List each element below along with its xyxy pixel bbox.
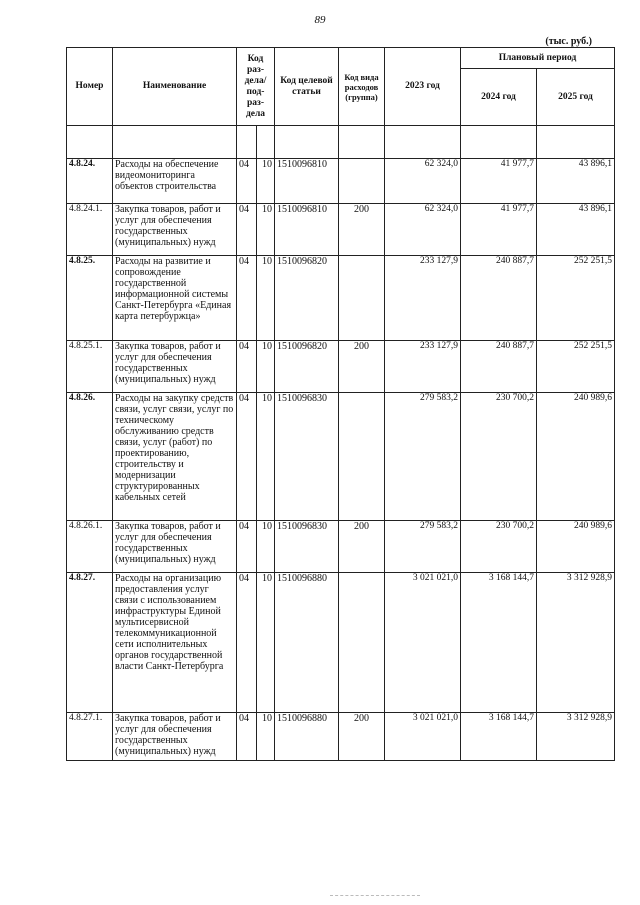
row-amount-2023: 62 324,0 — [385, 159, 461, 204]
header-spacer-row — [67, 126, 615, 159]
row-target-code: 1510096880 — [275, 573, 339, 713]
row-name: Закупка товаров, работ и услуг для обеспечения государственных (муниципальных) нужд — [113, 204, 237, 256]
row-name: Расходы на закупку средств связи, услуг связи, услуг по техническому обслуживанию средств связи, услуг (работ) по проектированию, строительству и модернизации структурированных кабельных сетей — [113, 393, 237, 521]
table-row — [67, 713, 615, 761]
row-expense-group — [339, 159, 385, 204]
row-name: Закупка товаров, работ и услуг для обеспечения государственных (муниципальных) нужд — [113, 341, 237, 393]
row-amount-2024: 240 887,7 — [461, 256, 537, 341]
budget-table — [66, 47, 615, 761]
row-target-code: 1510096810 — [275, 204, 339, 256]
row-number: 4.8.27. — [67, 573, 113, 713]
row-amount-2024: 3 168 144,7 — [461, 573, 537, 713]
row-number: 4.8.26. — [67, 393, 113, 521]
row-amount-2024: 230 700,2 — [461, 521, 537, 573]
col-header-name: Наименование — [113, 48, 237, 126]
row-amount-2023: 62 324,0 — [385, 204, 461, 256]
row-name: Расходы на обеспечение видеомониторинга объектов строительства — [113, 159, 237, 204]
table-row — [67, 256, 615, 341]
row-subsection-code: 10 — [257, 256, 275, 341]
row-subsection-code: 10 — [257, 521, 275, 573]
row-subsection-code: 10 — [257, 159, 275, 204]
row-target-code: 1510096820 — [275, 341, 339, 393]
row-amount-2024: 3 168 144,7 — [461, 713, 537, 761]
scan-artifact-line — [330, 895, 420, 896]
row-expense-group: 200 — [339, 521, 385, 573]
row-name: Расходы на организацию предоставления услуг связи с использованием инфраструктуры Единой мультисервисной телекоммуникационной сети исполнительных органов государственной власти Санкт-Петербурга — [113, 573, 237, 713]
row-section-code: 04 — [237, 341, 257, 393]
units-label: (тыс. руб.) — [545, 36, 592, 47]
row-section-code: 04 — [237, 713, 257, 761]
row-section-code: 04 — [237, 256, 257, 341]
row-number: 4.8.26.1. — [67, 521, 113, 573]
row-subsection-code: 10 — [257, 341, 275, 393]
page-number: 89 — [314, 14, 326, 26]
row-target-code: 1510096830 — [275, 521, 339, 573]
row-amount-2024: 41 977,7 — [461, 204, 537, 256]
row-target-code: 1510096810 — [275, 159, 339, 204]
row-amount-2025: 252 251,5 — [537, 341, 615, 393]
row-subsection-code: 10 — [257, 713, 275, 761]
row-amount-2024: 230 700,2 — [461, 393, 537, 521]
row-amount-2024: 41 977,7 — [461, 159, 537, 204]
row-amount-2025: 252 251,5 — [537, 256, 615, 341]
table-row — [67, 204, 615, 256]
col-header-number: Номер — [67, 48, 113, 126]
col-header-2025: 2025 год — [537, 69, 615, 126]
col-header-2024: 2024 год — [461, 69, 537, 126]
row-amount-2025: 3 312 928,9 — [537, 573, 615, 713]
row-number: 4.8.25.1. — [67, 341, 113, 393]
row-section-code: 04 — [237, 521, 257, 573]
row-name: Закупка товаров, работ и услуг для обеспечения государственных (муниципальных) нужд — [113, 521, 237, 573]
row-name: Расходы на развитие и сопровождение государственной информационной системы Санкт-Петербурга «Единая карта петербуржца» — [113, 256, 237, 341]
row-expense-group: 200 — [339, 341, 385, 393]
table-row — [67, 341, 615, 393]
row-target-code: 1510096820 — [275, 256, 339, 341]
row-name: Закупка товаров, работ и услуг для обеспечения государственных (муниципальных) нужд — [113, 713, 237, 761]
row-amount-2023: 233 127,9 — [385, 341, 461, 393]
col-header-expense-type: Код вида расходов (группа) — [339, 48, 385, 126]
row-amount-2025: 43 896,1 — [537, 159, 615, 204]
row-amount-2025: 240 989,6 — [537, 521, 615, 573]
row-subsection-code: 10 — [257, 393, 275, 521]
table-row — [67, 573, 615, 713]
row-amount-2024: 240 887,7 — [461, 341, 537, 393]
row-section-code: 04 — [237, 573, 257, 713]
col-header-section-code: Код раз-дела/ под-раз-дела — [237, 48, 275, 126]
row-amount-2023: 279 583,2 — [385, 521, 461, 573]
row-amount-2023: 3 021 021,0 — [385, 573, 461, 713]
row-subsection-code: 10 — [257, 573, 275, 713]
row-amount-2025: 43 896,1 — [537, 204, 615, 256]
table-row — [67, 393, 615, 521]
row-expense-group: 200 — [339, 204, 385, 256]
row-amount-2023: 279 583,2 — [385, 393, 461, 521]
table-row — [67, 521, 615, 573]
row-amount-2023: 3 021 021,0 — [385, 713, 461, 761]
row-section-code: 04 — [237, 393, 257, 521]
row-number: 4.8.25. — [67, 256, 113, 341]
row-number: 4.8.24. — [67, 159, 113, 204]
row-subsection-code: 10 — [257, 204, 275, 256]
row-expense-group — [339, 256, 385, 341]
row-amount-2025: 240 989,6 — [537, 393, 615, 521]
row-target-code: 1510096880 — [275, 713, 339, 761]
col-header-planned-period: Плановый период — [461, 48, 615, 69]
row-amount-2025: 3 312 928,9 — [537, 713, 615, 761]
col-header-target-code: Код целевой статьи — [275, 48, 339, 126]
row-expense-group — [339, 573, 385, 713]
row-number: 4.8.24.1. — [67, 204, 113, 256]
row-section-code: 04 — [237, 204, 257, 256]
table-row — [67, 159, 615, 204]
row-expense-group — [339, 393, 385, 521]
row-number: 4.8.27.1. — [67, 713, 113, 761]
col-header-2023: 2023 год — [385, 48, 461, 126]
row-amount-2023: 233 127,9 — [385, 256, 461, 341]
row-target-code: 1510096830 — [275, 393, 339, 521]
row-expense-group: 200 — [339, 713, 385, 761]
row-section-code: 04 — [237, 159, 257, 204]
